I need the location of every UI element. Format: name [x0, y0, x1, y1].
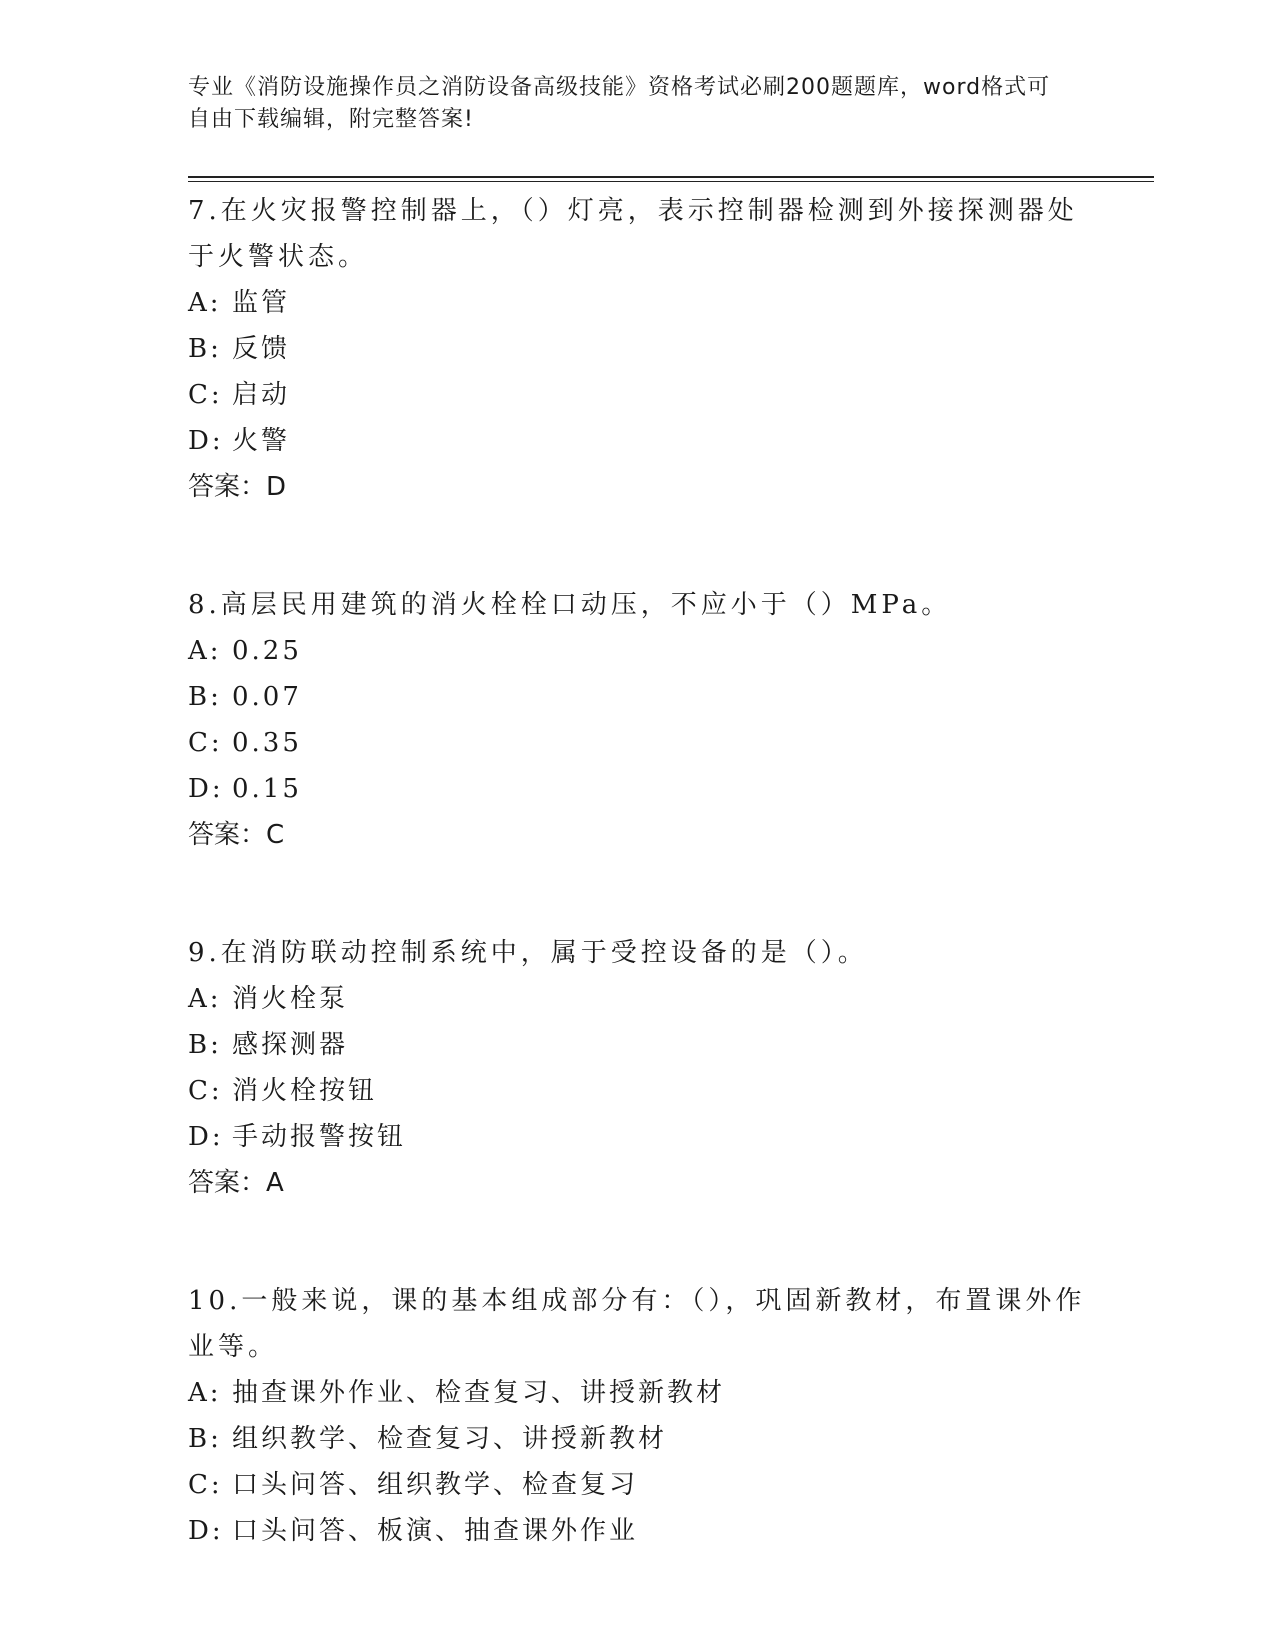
question-gap: [188, 858, 1088, 930]
option-c: [188, 1068, 1088, 1114]
option-key: D:: [188, 426, 224, 456]
option-key: A:: [188, 636, 222, 666]
option-key: D:: [188, 1516, 224, 1546]
option-key: D:: [188, 1122, 224, 1152]
question-8: [188, 582, 1088, 858]
question-stem: 8.高层民用建筑的消火栓栓口动压，不应小于（）MPa。: [188, 590, 952, 620]
option-text: 组织教学、检查复习、讲授新教材: [232, 1424, 668, 1454]
header-rule: [188, 176, 1154, 178]
option-text: 消火栓按钮: [232, 1076, 378, 1106]
option-text: 启动: [232, 380, 291, 410]
option-text: 0.35: [232, 728, 302, 758]
option-b: [188, 1022, 1088, 1068]
option-d: [188, 1114, 1088, 1160]
option-text: 手动报警按钮: [232, 1122, 407, 1152]
option-key: B:: [188, 1030, 222, 1060]
question-stem: 7.在火灾报警控制器上，（）灯亮，表示控制器检测到外接探测器处于火警状态。: [188, 196, 1078, 272]
option-key: B:: [188, 334, 222, 364]
option-key: A:: [188, 984, 222, 1014]
option-a: [188, 976, 1088, 1022]
option-key: A:: [188, 288, 222, 318]
question-10: [188, 1278, 1088, 1554]
option-key: B:: [188, 1424, 222, 1454]
option-b: [188, 326, 1088, 372]
header-rule-thin: [188, 181, 1154, 182]
question-9: [188, 930, 1088, 1206]
question-list: [188, 188, 1088, 1554]
question-stem: 9.在消防联动控制系统中，属于受控设备的是（）。: [188, 938, 868, 968]
option-text: 消火栓泵: [232, 984, 349, 1014]
question-gap: [188, 510, 1088, 582]
option-c: [188, 720, 1088, 766]
answer-line: 答案：C: [188, 820, 285, 850]
option-d: [188, 766, 1088, 812]
question-7: [188, 188, 1088, 510]
option-d: [188, 418, 1088, 464]
answer-line: 答案：A: [188, 1168, 284, 1198]
option-key: A:: [188, 1378, 222, 1408]
answer-line: 答案：D: [188, 472, 287, 502]
option-a: [188, 280, 1088, 326]
question-gap: [188, 1206, 1088, 1278]
option-d: [188, 1508, 1088, 1554]
option-key: B:: [188, 682, 222, 712]
option-text: 反馈: [232, 334, 291, 364]
document-header: 专业《消防设施操作员之消防设备高级技能》资格考试必刷200题题库，word格式可自由下载编辑，附完整答案!: [188, 75, 1051, 132]
option-key: C:: [188, 728, 223, 758]
option-text: 0.15: [232, 774, 302, 804]
option-text: 0.25: [232, 636, 302, 666]
option-text: 抽查课外作业、检查复习、讲授新教材: [232, 1378, 726, 1408]
option-key: D:: [188, 774, 224, 804]
option-a: [188, 628, 1088, 674]
option-a: [188, 1370, 1088, 1416]
option-text: 监管: [232, 288, 291, 318]
option-text: 0.07: [232, 682, 302, 712]
option-key: C:: [188, 380, 223, 410]
option-text: 口头问答、组织教学、检查复习: [232, 1470, 639, 1500]
option-key: C:: [188, 1470, 223, 1500]
option-b: [188, 674, 1088, 720]
option-text: 口头问答、板演、抽查课外作业: [232, 1516, 639, 1546]
option-key: C:: [188, 1076, 223, 1106]
option-text: 感探测器: [232, 1030, 349, 1060]
option-c: [188, 372, 1088, 418]
option-b: [188, 1416, 1088, 1462]
option-text: 火警: [232, 426, 291, 456]
question-stem: 10.一般来说，课的基本组成部分有：（），巩固新教材，布置课外作业等。: [188, 1286, 1086, 1362]
option-c: [188, 1462, 1088, 1508]
